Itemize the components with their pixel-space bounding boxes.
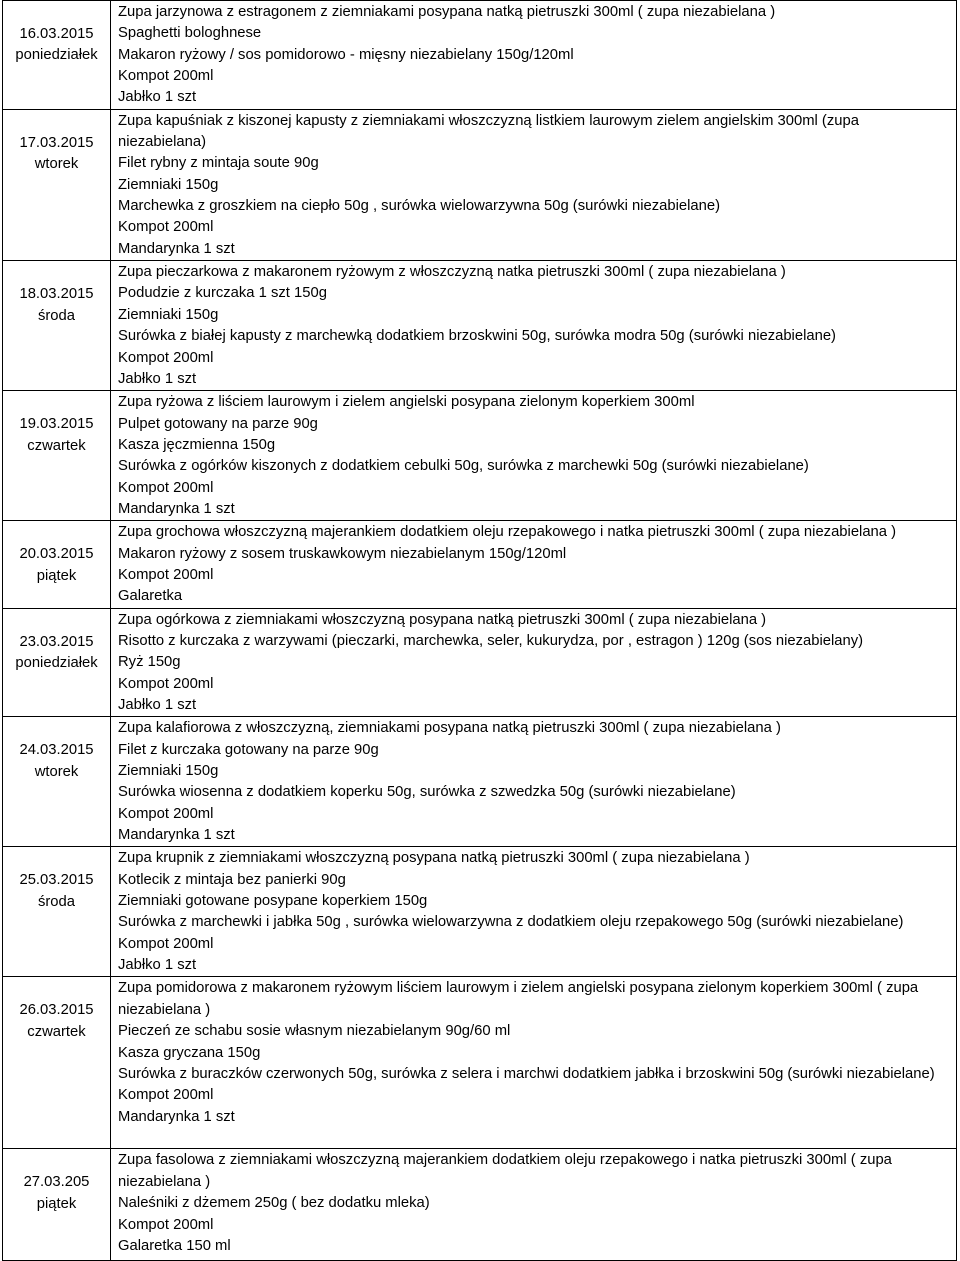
meal-item: Mandarynka 1 szt: [118, 500, 235, 517]
date-text: 19.03.2015: [19, 416, 94, 433]
meal-list: [118, 1, 956, 109]
meal-item: Galaretka 150 ml: [118, 1237, 231, 1254]
meal-item: Zupa pomidorowa z makaronem ryżowym liściem laurowym i zielem angielski posypana zielonym koperkiem 300ml ( zupa niezabielana ): [118, 980, 919, 1018]
meal-item: Marchewka z groszkiem na ciepło 50g , surówka wielowarzywna 50g (surówki niezabielane): [118, 198, 721, 215]
weekday-text: czwartek: [27, 437, 86, 454]
day-row: [3, 1, 957, 110]
meal-item: Ziemniaki 150g: [118, 763, 219, 780]
date-block: [3, 261, 110, 327]
date-text: 24.03.2015: [19, 742, 94, 759]
meal-item: Kompot 200ml: [118, 805, 214, 822]
meal-item: Filet rybny z mintaja soute 90g: [118, 155, 319, 172]
meals-cell: [111, 977, 957, 1149]
meal-item: Kompot 200ml: [118, 219, 214, 236]
date-text: 17.03.2015: [19, 134, 94, 151]
meal-item: Surówka z marchewki i jabłka 50g , surówka wielowarzywna z dodatkiem oleju rzepakowego 50g (surówki niezabielane): [118, 914, 904, 931]
meal-item: Naleśniki z dżemem 250g ( bez dodatku mleka): [118, 1195, 430, 1212]
date-cell: [3, 261, 111, 391]
meal-list: [118, 391, 956, 520]
meal-item: Kompot 200ml: [118, 675, 214, 692]
weekday-text: piątek: [36, 1195, 77, 1212]
meal-item: Kompot 200ml: [118, 1087, 214, 1104]
date-cell: [3, 847, 111, 977]
meal-list: [118, 261, 956, 390]
meal-item: Makaron ryżowy z sosem truskawkowym niezabielanym 150g/120ml: [118, 545, 567, 562]
meal-item: Ziemniaki 150g: [118, 176, 219, 193]
meal-item: Zupa ryżowa z liściem laurowym i zielem angielski posypana zielonym koperkiem 300ml: [118, 394, 695, 411]
meal-item: Zupa ogórkowa z ziemniakami włoszczyzną posypana natką pietruszki 300ml ( zupa niezabielana ): [118, 611, 767, 628]
day-row: [3, 521, 957, 608]
day-row: [3, 977, 957, 1149]
date-cell: [3, 1149, 111, 1261]
meals-cell: [111, 1149, 957, 1261]
meal-item: Zupa jarzynowa z estragonem z ziemniakami posypana natką pietruszki 300ml ( zupa niezabielana ): [118, 4, 776, 20]
meal-item: Jabłko 1 szt: [118, 697, 197, 713]
day-row: [3, 1149, 957, 1261]
date-block: [3, 609, 110, 675]
meal-item: Zupa krupnik z ziemniakami włoszczyzną posypana natką pietruszki 300ml ( zupa niezabielana ): [118, 850, 750, 867]
day-row: [3, 847, 957, 977]
meal-item: Surówka z ogórków kiszonych z dodatkiem cebulki 50g, surówka z marchewki 50g (surówki niezabielane): [118, 458, 809, 475]
meal-item: Ryż 150g: [118, 654, 181, 671]
meal-item: Zupa kalafiorowa z włoszczyzną, ziemniakami posypana natką pietruszki 300ml ( zupa niezabielana ): [118, 720, 781, 737]
meal-item: Ziemniaki 150g: [118, 306, 219, 323]
date-block: [3, 521, 110, 587]
meals-cell: [111, 391, 957, 521]
day-row: [3, 391, 957, 521]
meal-item: Podudzie z kurczaka 1 szt 150g: [118, 285, 327, 302]
meal-item: Jabłko 1 szt: [118, 89, 197, 106]
meal-item: Galaretka: [118, 588, 183, 605]
meals-cell: [111, 261, 957, 391]
meal-item: Zupa fasolowa z ziemniakami włoszczyzną majerankiem dodatkiem oleju rzepakowego i natka pietruszki 300ml ( zupa niezabielana ): [118, 1152, 892, 1190]
meal-item: Kompot 200ml: [118, 479, 214, 496]
meal-item: Surówka z białej kapusty z marchewką dodatkiem brzoskwini 50g, surówka modra 50g (surówki niezabielane): [118, 328, 836, 345]
meal-list: [118, 1149, 956, 1257]
meal-item: Pieczeń ze schabu sosie własnym niezabielanym 90g/60 ml: [118, 1023, 511, 1040]
date-text: 20.03.2015: [19, 546, 94, 563]
date-block: [3, 977, 110, 1043]
meal-item: Risotto z kurczaka z warzywami (pieczarki, marchewka, seler, kukurydza, por , estragon ) 120g (sos niezabielany): [118, 632, 864, 649]
meal-item: Zupa pieczarkowa z makaronem ryżowym z włoszczyzną natka pietruszki 300ml ( zupa niezabielana ): [118, 264, 786, 281]
date-cell: [3, 109, 111, 260]
date-cell: [3, 717, 111, 847]
menu-table: [2, 0, 957, 1261]
meals-cell: [111, 717, 957, 847]
meals-cell: [111, 847, 957, 977]
meals-cell: [111, 608, 957, 717]
meal-item: Kompot 200ml: [118, 68, 214, 85]
date-block: [3, 847, 110, 913]
meal-item: Kompot 200ml: [118, 349, 214, 366]
meal-item: Mandarynka 1 szt: [118, 240, 235, 257]
date-cell: [3, 1, 111, 110]
menu-body: [3, 1, 957, 1261]
day-row: [3, 109, 957, 260]
weekday-text: poniedziałek: [15, 655, 98, 672]
meal-list: [118, 847, 956, 976]
meal-item: Ziemniaki gotowane posypane koperkiem 150g: [118, 893, 428, 910]
meal-list: [118, 977, 956, 1127]
date-block: [3, 110, 110, 176]
weekday-text: środa: [37, 307, 75, 324]
meal-item: Pulpet gotowany na parze 90g: [118, 415, 318, 432]
date-block: [3, 717, 110, 783]
date-block: [3, 391, 110, 457]
meal-item: Jabłko 1 szt: [118, 957, 197, 974]
meal-item: Mandarynka 1 szt: [118, 827, 235, 844]
meal-item: Surówka wiosenna z dodatkiem koperku 50g, surówka z szwedzka 50g (surówki niezabielane): [118, 784, 736, 801]
meal-item: Jabłko 1 szt: [118, 370, 197, 387]
meal-item: Mandarynka 1 szt: [118, 1108, 235, 1125]
meal-item: Zupa grochowa włoszczyzną majerankiem dodatkiem oleju rzepakowego i natka pietruszki 300ml ( zupa niezabielana ): [118, 524, 897, 541]
date-text: 16.03.2015: [19, 26, 94, 42]
meal-item: Kompot 200ml: [118, 935, 214, 952]
weekday-text: wtorek: [34, 156, 79, 173]
weekday-text: wtorek: [34, 763, 79, 780]
date-cell: [3, 391, 111, 521]
meal-item: Zupa kapuśniak z kiszonej kapusty z ziemniakami włoszczyzną listkiem laurowym zielem angielskim 300ml (zupa niezabielana): [118, 112, 859, 151]
weekday-text: środa: [37, 893, 75, 910]
day-row: [3, 608, 957, 717]
date-cell: [3, 977, 111, 1149]
date-block: [3, 1, 110, 67]
meal-item: Kompot 200ml: [118, 566, 214, 583]
meal-item: Spaghetti bologhnese: [118, 25, 262, 42]
date-cell: [3, 521, 111, 608]
meal-item: Kasza gryczana 150g: [118, 1044, 261, 1061]
date-text: 27.03.205: [23, 1174, 90, 1191]
meals-cell: [111, 109, 957, 260]
meal-item: Surówka z buraczków czerwonych 50g, surówka z selera i marchwi dodatkiem jabłka i brzoskwini 50g (surówki niezabielane): [118, 1065, 935, 1082]
day-row: [3, 717, 957, 847]
meals-cell: [111, 521, 957, 608]
date-text: 25.03.2015: [19, 872, 94, 889]
meal-list: [118, 521, 956, 607]
date-text: 23.03.2015: [19, 633, 94, 650]
weekday-text: poniedziałek: [15, 47, 98, 64]
meal-list: [118, 110, 956, 260]
meal-item: Kasza jęczmienna 150g: [118, 436, 276, 453]
date-cell: [3, 608, 111, 717]
meal-item: Makaron ryżowy / sos pomidorowo - mięsny niezabielany 150g/120ml: [118, 46, 574, 63]
date-text: 26.03.2015: [19, 1002, 94, 1019]
date-text: 18.03.2015: [19, 286, 94, 303]
date-block: [3, 1149, 110, 1215]
weekday-text: piątek: [36, 567, 77, 584]
weekday-text: czwartek: [27, 1023, 86, 1040]
meal-item: Kotlecik z mintaja bez panierki 90g: [118, 871, 346, 888]
meal-item: Kompot 200ml: [118, 1216, 214, 1233]
meal-list: [118, 609, 956, 717]
meal-list: [118, 717, 956, 846]
day-row: [3, 261, 957, 391]
meal-item: Filet z kurczaka gotowany na parze 90g: [118, 741, 379, 758]
meals-cell: [111, 1, 957, 110]
